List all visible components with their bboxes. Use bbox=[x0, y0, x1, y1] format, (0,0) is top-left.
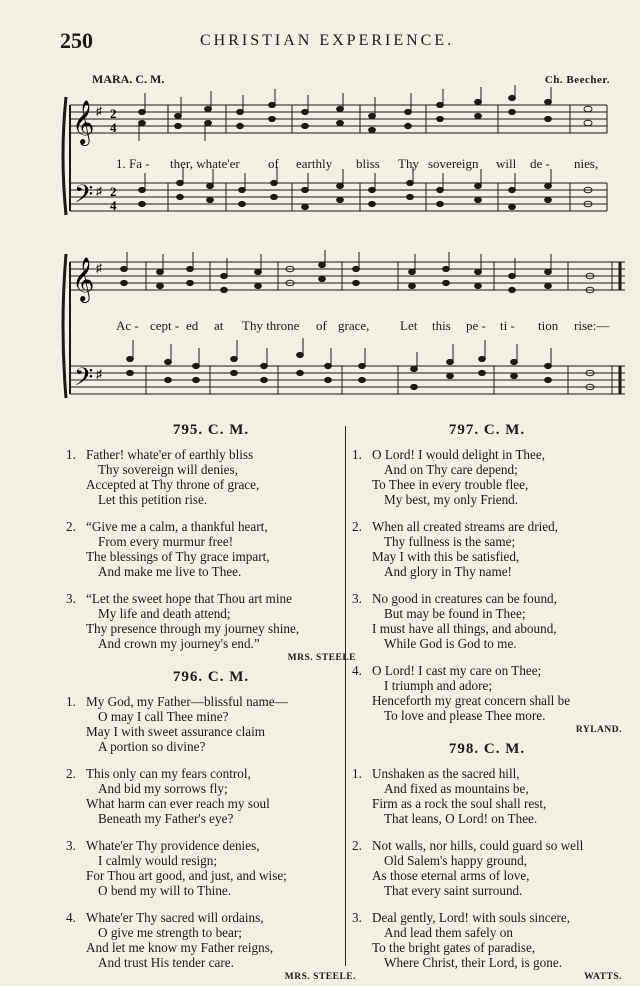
stanza bbox=[66, 519, 356, 579]
lyric-syllable: sovereign bbox=[428, 156, 479, 171]
verse-line: To love and please Thee more. bbox=[384, 708, 546, 723]
stanza-number: 1. bbox=[352, 447, 362, 462]
lyric-syllable: of bbox=[316, 318, 327, 333]
svg-text:♯: ♯ bbox=[96, 184, 102, 198]
lyric-syllable: 1. Fa - bbox=[116, 156, 150, 171]
lyric-syllable: Let bbox=[400, 318, 418, 333]
svg-text:♯: ♯ bbox=[96, 104, 102, 118]
stanza bbox=[66, 766, 356, 826]
stanza-number: 2. bbox=[66, 519, 76, 534]
lyric-syllable: of bbox=[268, 156, 279, 171]
verse-line: Whate'er Thy providence denies, bbox=[86, 838, 260, 853]
stanza bbox=[352, 447, 622, 507]
treble-clef-icon: 𝄞 bbox=[72, 100, 95, 144]
verse-line: O bend my will to Thine. bbox=[98, 883, 232, 898]
verse-line: And bid my sorrows fly; bbox=[98, 781, 228, 796]
stanza bbox=[352, 766, 622, 826]
verse-line: And fixed as mountains be, bbox=[384, 781, 529, 796]
hymn-number: 797. C. M. bbox=[448, 422, 526, 438]
stanza bbox=[66, 838, 356, 898]
verse-line: My God, my Father—blissful name— bbox=[86, 694, 288, 709]
hymn-number: 796. C. M. bbox=[172, 669, 250, 685]
stanza bbox=[66, 694, 356, 754]
lyric-syllable: grace, bbox=[338, 318, 370, 333]
stanza-number: 2. bbox=[66, 766, 76, 781]
verse-line: And make me live to Thee. bbox=[98, 564, 242, 579]
hymn-number: 795. C. M. bbox=[172, 422, 250, 438]
lyric-syllable: earthly bbox=[296, 156, 333, 171]
page-number: 250 bbox=[60, 28, 93, 53]
verse-line: And on Thy care depend; bbox=[384, 462, 518, 477]
verse-line: And trust His tender care. bbox=[98, 955, 234, 970]
verse-line: I calmly would resign; bbox=[98, 853, 218, 868]
svg-text:4: 4 bbox=[110, 120, 117, 135]
svg-text:♯: ♯ bbox=[96, 261, 102, 275]
verse-line: Thy fullness is the same; bbox=[384, 534, 516, 549]
stanza bbox=[352, 838, 622, 898]
lyrics-line-2 bbox=[0, 318, 640, 334]
verse-line: Thy presence through my journey shine, bbox=[86, 621, 300, 636]
stanza-number: 1. bbox=[352, 766, 362, 781]
verse-line: Firm as a rock the soul shall rest, bbox=[372, 796, 547, 811]
stanza-number: 2. bbox=[352, 519, 362, 534]
lyric-syllable: ed bbox=[186, 318, 199, 333]
stanza bbox=[66, 591, 356, 651]
verse-line: Deal gently, Lord! with souls sincere, bbox=[372, 910, 571, 925]
hymn-author: RYLAND. bbox=[575, 725, 622, 735]
treble-clef-icon: 𝄞 bbox=[72, 257, 95, 301]
svg-text:♯: ♯ bbox=[96, 367, 102, 381]
svg-text:2: 2 bbox=[110, 184, 117, 199]
verse-line: Not walls, nor hills, could guard so well bbox=[372, 838, 584, 853]
lyric-syllable: will bbox=[496, 156, 517, 171]
hymn-author: MRS. STEELE bbox=[287, 653, 356, 663]
stanza-number: 1. bbox=[66, 447, 76, 462]
stanza bbox=[66, 910, 356, 970]
running-title: CHRISTIAN EXPERIENCE. bbox=[200, 32, 455, 49]
lyric-syllable: de - bbox=[530, 156, 550, 171]
verse-line: My life and death attend; bbox=[98, 606, 231, 621]
lyric-syllable: cept - bbox=[150, 318, 180, 333]
verse-line: Thy sovereign will denies, bbox=[98, 462, 238, 477]
left-column bbox=[66, 416, 356, 986]
stanza bbox=[352, 663, 622, 723]
verse-line: Where Christ, their Lord, is gone. bbox=[384, 955, 562, 970]
verse-line: To Thee in every trouble flee, bbox=[372, 477, 529, 492]
verse-line: No good in creatures can be found, bbox=[372, 591, 557, 606]
verse-line: Father! whate'er of earthly bliss bbox=[86, 447, 254, 462]
verse-line: Henceforth my great concern shall be bbox=[372, 693, 571, 708]
hymn-author: WATTS. bbox=[584, 972, 622, 982]
right-column bbox=[352, 416, 622, 986]
verse-line: What harm can ever reach my soul bbox=[86, 796, 270, 811]
hymn-author: MRS. STEELE. bbox=[284, 972, 356, 982]
stanza bbox=[352, 519, 622, 579]
verse-line: Accepted at Thy throne of grace, bbox=[86, 477, 260, 492]
verse-line: That leans, O Lord! on Thee. bbox=[384, 811, 538, 826]
verse-line: My best, my only Friend. bbox=[384, 492, 519, 507]
verse-line: While God is God to me. bbox=[384, 636, 517, 651]
stanza-number: 2. bbox=[352, 838, 362, 853]
stanza bbox=[66, 447, 356, 507]
stanza-number: 3. bbox=[66, 591, 76, 606]
lyric-syllable: nies, bbox=[574, 156, 599, 171]
verse-line: And glory in Thy name! bbox=[384, 564, 512, 579]
lyric-syllable: at bbox=[214, 318, 224, 333]
lyric-syllable: tion bbox=[538, 318, 559, 333]
verse-line: And let me know my Father reigns, bbox=[86, 940, 274, 955]
verse-line: This only can my fears control, bbox=[86, 766, 251, 781]
verse-line: The blessings of Thy grace impart, bbox=[86, 549, 270, 564]
lyric-syllable: pe - bbox=[466, 318, 486, 333]
verse-line: May I with sweet assurance claim bbox=[86, 724, 266, 739]
notes-system-1 bbox=[139, 85, 592, 210]
verse-line: As those eternal arms of love, bbox=[372, 868, 530, 883]
lyric-syllable: Ac - bbox=[116, 318, 139, 333]
verse-line: O Lord! I cast my care on Thee; bbox=[372, 663, 542, 678]
stanza-number: 4. bbox=[352, 663, 362, 678]
svg-text:4: 4 bbox=[110, 198, 117, 213]
verse-line: Old Salem's happy ground, bbox=[384, 853, 528, 868]
lyric-syllable: bliss bbox=[356, 156, 380, 171]
verse-line: O Lord! I would delight in Thee, bbox=[372, 447, 545, 462]
verse-line: O may I call Thee mine? bbox=[98, 709, 229, 724]
verse-line: And crown my journey's end.” bbox=[98, 636, 260, 651]
verse-line: Whate'er Thy sacred will ordains, bbox=[86, 910, 264, 925]
verse-line: That every saint surround. bbox=[384, 883, 523, 898]
verse-line: From every murmur free! bbox=[98, 534, 234, 549]
verse-line: I triumph and adore; bbox=[384, 678, 493, 693]
verse-line: I must have all things, and abound, bbox=[372, 621, 557, 636]
verse-line: “Let the sweet hope that Thou art mine bbox=[86, 591, 292, 606]
verse-line: Beneath my Father's eye? bbox=[98, 811, 234, 826]
stanza bbox=[352, 591, 622, 651]
lyrics-line-1 bbox=[0, 156, 640, 172]
svg-text:2: 2 bbox=[110, 106, 117, 121]
lyric-syllable: rise:— bbox=[574, 318, 610, 333]
verse-line: Let this petition rise. bbox=[98, 492, 208, 507]
verse-line: O give me strength to bear; bbox=[98, 925, 242, 940]
tune-name: MARA. C. M. bbox=[92, 72, 165, 86]
bass-clef-icon: 𝄢 bbox=[74, 180, 94, 215]
verse-line: For Thou art good, and just, and wise; bbox=[86, 868, 287, 883]
verse-line: “Give me a calm, a thankful heart, bbox=[86, 519, 268, 534]
lyric-syllable: this bbox=[432, 318, 451, 333]
lyric-syllable: ti - bbox=[500, 318, 515, 333]
verse-line: To the bright gates of paradise, bbox=[372, 940, 536, 955]
stanza-number: 4. bbox=[66, 910, 76, 925]
lyric-syllable: Thy bbox=[398, 156, 419, 171]
stanza-number: 3. bbox=[352, 910, 362, 925]
verse-line: Unshaken as the sacred hill, bbox=[372, 766, 520, 781]
composer: Ch. Beecher. bbox=[544, 74, 610, 86]
stanza-number: 3. bbox=[352, 591, 362, 606]
verse-line: When all created streams are dried, bbox=[372, 519, 558, 534]
verse-line: But may be found in Thee; bbox=[384, 606, 526, 621]
lyric-syllable: Thy throne bbox=[242, 318, 300, 333]
stanza bbox=[352, 910, 622, 970]
bass-clef-icon: 𝄢 bbox=[74, 363, 94, 398]
stanza-number: 1. bbox=[66, 694, 76, 709]
lyric-syllable: ther, whate'er bbox=[170, 156, 240, 171]
verse-line: A portion so divine? bbox=[98, 739, 206, 754]
verse-line: And lead them safely on bbox=[384, 925, 513, 940]
hymn-number: 798. C. M. bbox=[448, 741, 526, 757]
verse-line: May I with this be satisfied, bbox=[372, 549, 520, 564]
stanza-number: 3. bbox=[66, 838, 76, 853]
